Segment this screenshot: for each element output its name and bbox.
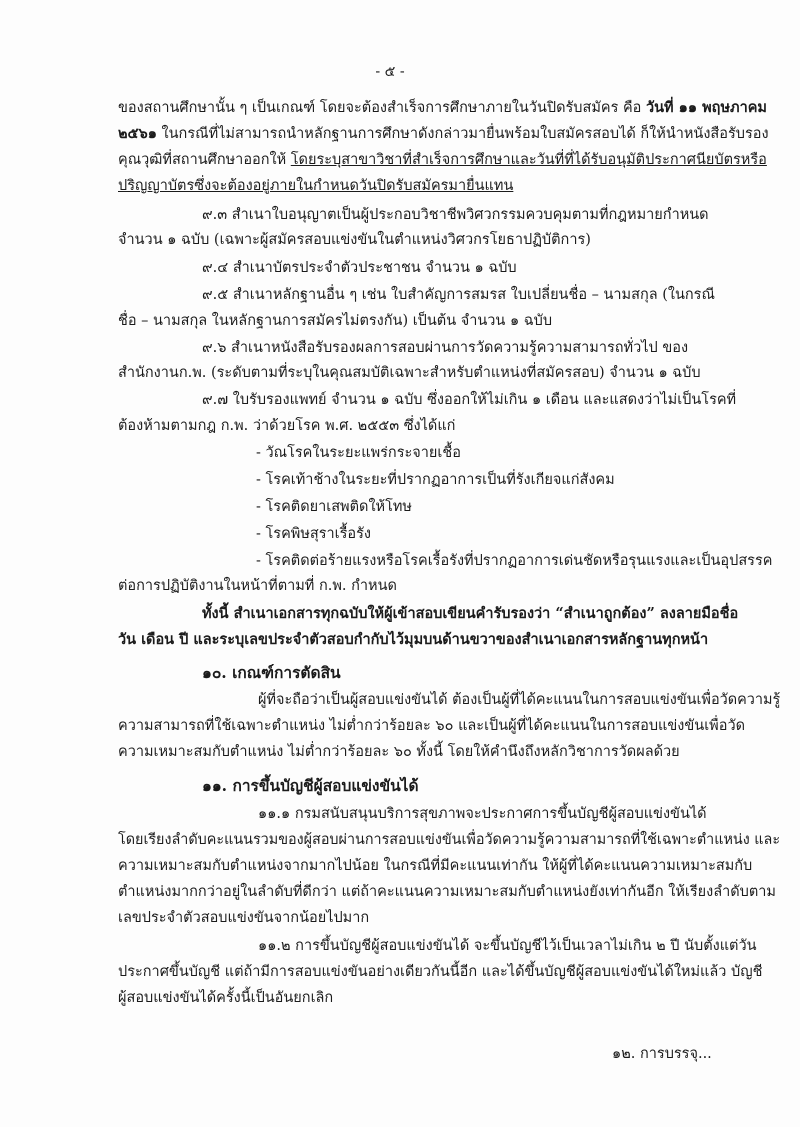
section-11-1-text: ความเหมาะสมกับตำแหน่งจากมากไปน้อย ในกรณีที่มีคะแนนเท่ากัน ให้ผู้ที่ได้คะแนนความเหมาะสมกับ [118,858,753,874]
certification-note: ทั้งนี้ สำเนาเอกสารทุกฉบับให้ผู้เข้าสอบเขียนคำรับรองว่า “สำเนาถูกต้อง” ลงลายมือชื่อ [202,605,739,622]
section-heading-10: ๑๐. เกณฑ์การตัดสิน [202,663,341,682]
section-11-1-text: ๑๑.๑ กรมสนับสนุนบริการสุขภาพจะประกาศการขึ้นบัญชีผู้สอบแข่งขันได้ [258,806,707,822]
item-9-5-cont: ชื่อ – นามสกุล ในหลักฐานการสมัครไม่ตรงกัน) เป็นต้น จำนวน ๑ ฉบับ [118,313,553,329]
list-item: - โรคเท้าช้างในระยะที่ปรากฏอาการเป็นที่รังเกียจแก่สังคม [256,472,615,488]
list-item: - วัณโรคในระยะแพร่กระจายเชื้อ [256,445,461,461]
closing-year: ๒๕๖๑ [118,125,157,142]
section-10-text: ความสามารถที่ใช้เฉพาะตำแหน่ง ไม่ต่ำกว่าร้อยละ ๖๐ และเป็นผู้ที่ได้คะแนนในการสอบแข่งขันเพื่อวัด [118,718,745,734]
closing-date: วันที่ ๑๑ พฤษภาคม [646,99,767,116]
section-heading-11: ๑๑. การขึ้นบัญชีผู้สอบแข่งขันได้ [202,776,419,795]
page-number: - ๕ - [375,64,405,80]
list-item: - โรคติดยาเสพติดให้โทษ [256,499,412,515]
paragraph-line [118,124,769,144]
item-9-6-cont: สำนักงานก.พ. (ระดับตามที่ระบุในคุณสมบัติเฉพาะสำหรับตำแหน่งที่สมัครสอบ) จำนวน ๑ ฉบับ [118,365,701,381]
section-11-1-text: เลขประจำตัวสอบแข่งขันจากน้อยไปมาก [118,910,370,926]
section-10-text: ผู้ที่จะถือว่าเป็นผู้สอบแข่งขันได้ ต้องเป็นผู้ที่ได้คะแนนในการสอบแข่งขันเพื่อวัดความรู้ [258,692,781,708]
section-11-1-text: โดยเรียงลำดับคะแนนรวมของผู้สอบผ่านการสอบแข่งขันเพื่อวัดความรู้ความสามารถที่ใช้เฉพาะตำแหน่ง และ [118,832,781,848]
text-run: ของสถานศึกษานั้น ๆ เป็นเกณฑ์ โดยจะต้องสำเร็จการศึกษาภายในวันปิดรับสมัคร คือ [118,100,646,116]
section-11-2-text: ประกาศขึ้นบัญชี แต่ถ้ามีการสอบแข่งขันอย่างเดียวกันนี้อีก และได้ขึ้นบัญชีผู้สอบแข่งขันได้ใหม่แล้ว บัญชี [118,964,763,980]
paragraph-line [118,98,767,118]
text-run: ในกรณีที่ไม่สามารถนำหลักฐานการศึกษาดังกล่าวมายื่นพร้อมใบสมัครสอบได้ ก็ให้นำหนังสือรับรอง [156,126,769,142]
paragraph-line [118,150,767,170]
item-9-4: ๙.๔ สำเนาบัตรประจำตัวประชาชน จำนวน ๑ ฉบับ [202,260,517,276]
section-10-text: ความเหมาะสมกับตำแหน่ง ไม่ต่ำกว่าร้อยละ ๖๐ ทั้งนี้ โดยให้คำนึงถึงหลักวิชาการวัดผลด้วย [118,744,680,760]
item-9-5: ๙.๕ สำเนาหลักฐานอื่น ๆ เช่น ใบสำคัญการสมรส ใบเปลี่ยนชื่อ – นามสกุล (ในกรณี [202,287,715,303]
item-9-3: ๙.๓ สำเนาใบอนุญาตเป็นผู้ประกอบวิชาชีพวิศวกรรมควบคุมตามที่กฎหมายกำหนด [202,207,709,223]
certification-note-cont: วัน เดือน ปี และระบุเลขประจำตัวสอบกำกับไว้มุมบนด้านขวาของสำเนาเอกสารหลักฐานทุกหน้า [118,631,709,648]
list-item: - โรคพิษสุราเรื้อรัง [256,526,372,542]
list-item: - โรคติดต่อร้ายแรงหรือโรคเรื้อรังที่ปรากฏอาการเด่นชัดหรือรุนแรงและเป็นอุปสรรค [256,553,773,569]
continuation-marker: ๑๒. การบรรจุ... [612,1046,712,1062]
underlined-text: โดยระบุสาขาวิชาที่สำเร็จการศึกษาและวันที่ที่ได้รับอนุมัติประกาศนียบัตรหรือ [290,152,767,168]
section-11-2-text: ๑๑.๒ การขึ้นบัญชีผู้สอบแข่งขันได้ จะขึ้นบัญชีไว้เป็นเวลาไม่เกิน ๒ ปี นับตั้งแต่วัน [258,938,757,954]
text-run: คุณวุฒิที่สถานศึกษาออกให้ [118,152,291,168]
item-9-7: ๙.๗ ใบรับรองแพทย์ จำนวน ๑ ฉบับ ซึ่งออกให้ไม่เกิน ๑ เดือน และแสดงว่าไม่เป็นโรคที่ [202,392,737,408]
item-9-3-cont: จำนวน ๑ ฉบับ (เฉพาะผู้สมัครสอบแข่งขันในตำแหน่งวิศวกรโยธาปฏิบัติการ) [118,232,591,248]
section-11-2-text: ผู้สอบแข่งขันได้ครั้งนี้เป็นอันยกเลิก [118,990,334,1006]
item-9-7-cont: ต้องห้ามตามกฎ ก.พ. ว่าด้วยโรค พ.ศ. ๒๕๕๓ ซึ่งได้แก่ [118,418,456,434]
item-9-6: ๙.๖ สำเนาหนังสือรับรองผลการสอบผ่านการวัดความรู้ความสามารถทั่วไป ของ [202,340,689,356]
list-item-cont: ต่อการปฏิบัติงานในหน้าที่ตามที่ ก.พ. กำหนด [118,578,397,594]
section-11-1-text: ตำแหน่งมากกว่าอยู่ในลำดับที่ดีกว่า แต่ถ้าคะแนนความเหมาะสมกับตำแหน่งยังเท่ากันอีก ให้เรียงลำดับตาม [118,884,776,900]
underlined-text: ปริญญาบัตรซึ่งจะต้องอยู่ภายในกำหนดวันปิดรับสมัครมายื่นแทน [118,178,514,194]
